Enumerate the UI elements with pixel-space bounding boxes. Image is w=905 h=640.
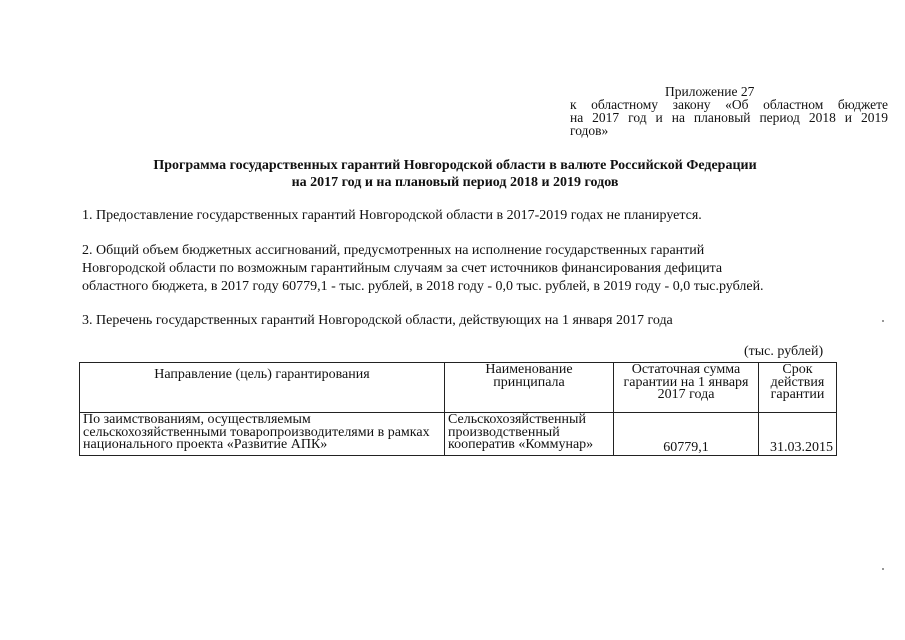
header-principal: Наименование принципала <box>445 363 614 413</box>
cell-principal: Сельскохозяйственный производственный кооператив «Коммунар» <box>445 413 614 456</box>
scan-speck <box>882 320 884 322</box>
appendix-title: Приложение 27 <box>665 84 755 99</box>
header-term: Срок действия гарантии <box>759 363 837 413</box>
document-title <box>60 157 850 191</box>
scan-speck <box>882 568 884 570</box>
cell-direction: По заимствованиям, осуществляемым сельскохозяйственными товаропроизводителями в рамках национального проекта «Развитие АПК» <box>80 413 445 456</box>
table-row <box>80 413 837 456</box>
header-amount: Остаточная сумма гарантии на 1 января 2017 года <box>614 363 759 413</box>
appendix-line: к областному закону «Об областном бюджете <box>570 97 888 112</box>
title-line: Программа государственных гарантий Новгородской области в валюте Российской Федерации <box>153 158 757 173</box>
header-direction: Направление (цель) гарантирования <box>80 363 445 413</box>
units-label: (тыс. рублей) <box>744 344 824 359</box>
paragraph-3: 3. Перечень государственных гарантий Новгородской области, действующих на 1 января 2017 года <box>82 313 673 328</box>
paragraph-line: областного бюджета, в 2017 году 60779,1 - тыс. рублей, в 2018 году - 0,0 тыс. рублей, в 2019 году - 0,0 тыс.рублей. <box>82 279 764 294</box>
title-line: на 2017 год и на плановый период 2018 и 2019 годов <box>291 175 619 190</box>
appendix-line: годов» <box>570 123 609 138</box>
paragraph-2 <box>82 242 842 296</box>
appendix-line: на 2017 год и на плановый период 2018 и 2019 <box>570 110 888 125</box>
guarantees-table <box>79 362 837 456</box>
cell-term: 31.03.2015 <box>759 413 837 456</box>
appendix-note <box>570 85 888 137</box>
cell-amount: 60779,1 <box>614 413 759 456</box>
paragraph-1: 1. Предоставление государственных гарантий Новгородской области в 2017-2019 годах не планируется. <box>82 208 702 223</box>
paragraph-line: 2. Общий объем бюджетных ассигнований, предусмотренных на исполнение государственных гарантий <box>82 243 705 258</box>
paragraph-line: Новгородской области по возможным гарантийным случаям за счет источников финансирования дефицита <box>82 261 723 276</box>
table-header-row <box>80 363 837 413</box>
